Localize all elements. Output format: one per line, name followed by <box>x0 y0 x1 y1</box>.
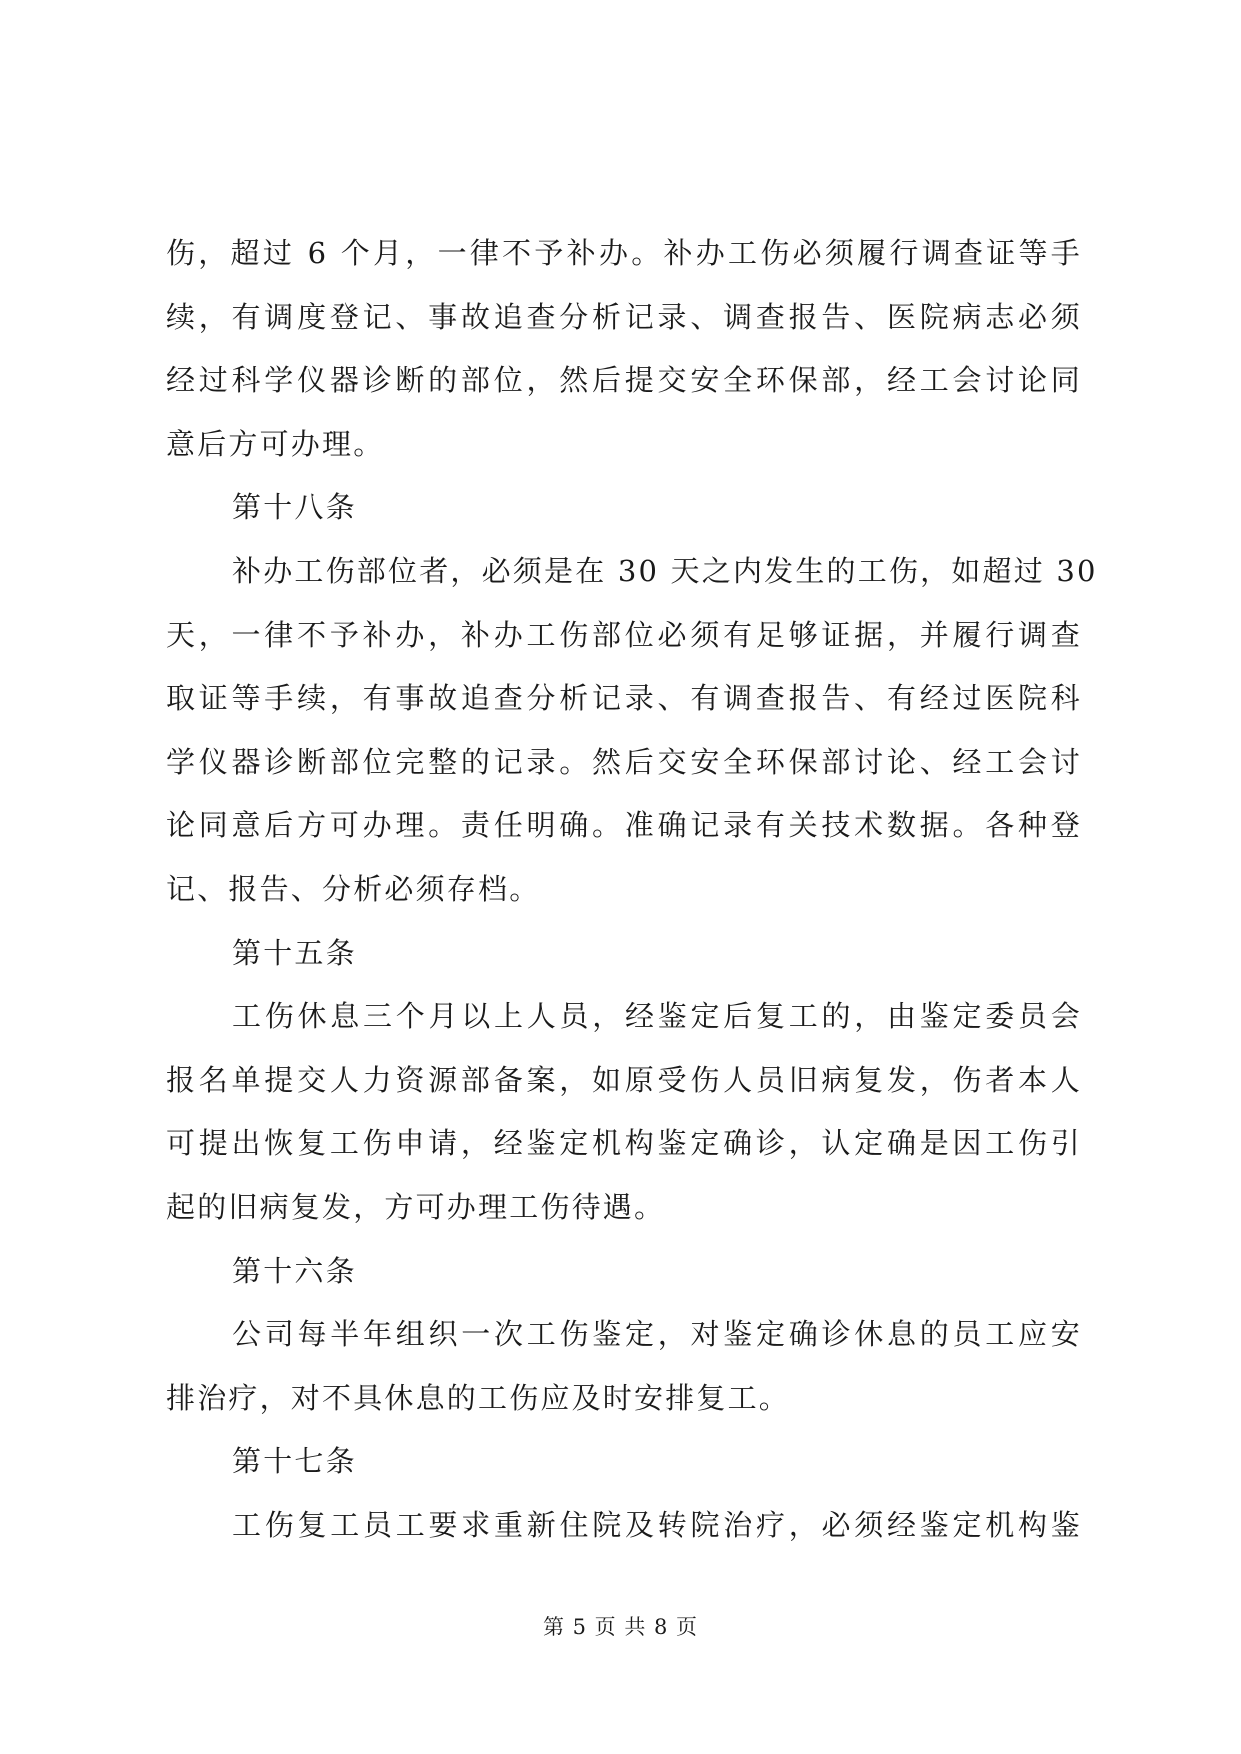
text-line: 意后方可办理。 <box>166 426 385 461</box>
text-line: 记、报告、分析必须存档。 <box>166 871 541 906</box>
text-line: 伤，超过 6 个月，一律不予补办。补办工伤必须履行调查证等手 <box>166 236 1082 270</box>
page-number-footer: 第 5 页 共 8 页 <box>542 1615 699 1639</box>
text-line: 学仪器诊断部位完整的记录。然后交安全环保部讨论、经工会讨 <box>166 744 1082 779</box>
text-line: 天，一律不予补办，补办工伤部位必须有足够证据，并履行调查 <box>166 617 1082 652</box>
text-line: 经过科学仪器诊断的部位，然后提交安全环保部，经工会讨论同 <box>166 363 1082 398</box>
article-heading: 第十七条 <box>232 1444 357 1479</box>
article-heading: 第十六条 <box>232 1253 357 1288</box>
text-line: 排治疗，对不具休息的工伤应及时安排复工。 <box>166 1380 791 1415</box>
article-heading: 第十五条 <box>232 935 357 970</box>
text-line: 补办工伤部位者，必须是在 30 天之内发生的工伤，如超过 30 <box>232 553 1098 588</box>
text-line: 论同意后方可办理。责任明确。准确记录有关技术数据。各种登 <box>166 808 1082 843</box>
text-line: 工伤复工员工要求重新住院及转院治疗，必须经鉴定机构鉴 <box>232 1507 1082 1542</box>
text-line: 可提出恢复工伤申请，经鉴定机构鉴定确诊，认定确是因工伤引 <box>166 1126 1082 1161</box>
text-line: 工伤休息三个月以上人员，经鉴定后复工的，由鉴定委员会 <box>232 999 1082 1034</box>
text-line: 报名单提交人力资源部备案，如原受伤人员旧病复发，伤者本人 <box>166 1062 1082 1097</box>
text-line: 续，有调度登记、事故追查分析记录、调查报告、医院病志必须 <box>166 299 1082 334</box>
text-line: 取证等手续，有事故追查分析记录、有调查报告、有经过医院科 <box>166 681 1082 716</box>
article-heading: 第十八条 <box>232 490 357 525</box>
document-body <box>166 222 1098 1557</box>
text-line: 起的旧病复发，方可办理工伤待遇。 <box>166 1189 666 1224</box>
text-line: 公司每半年组织一次工伤鉴定，对鉴定确诊休息的员工应安 <box>232 1317 1082 1352</box>
